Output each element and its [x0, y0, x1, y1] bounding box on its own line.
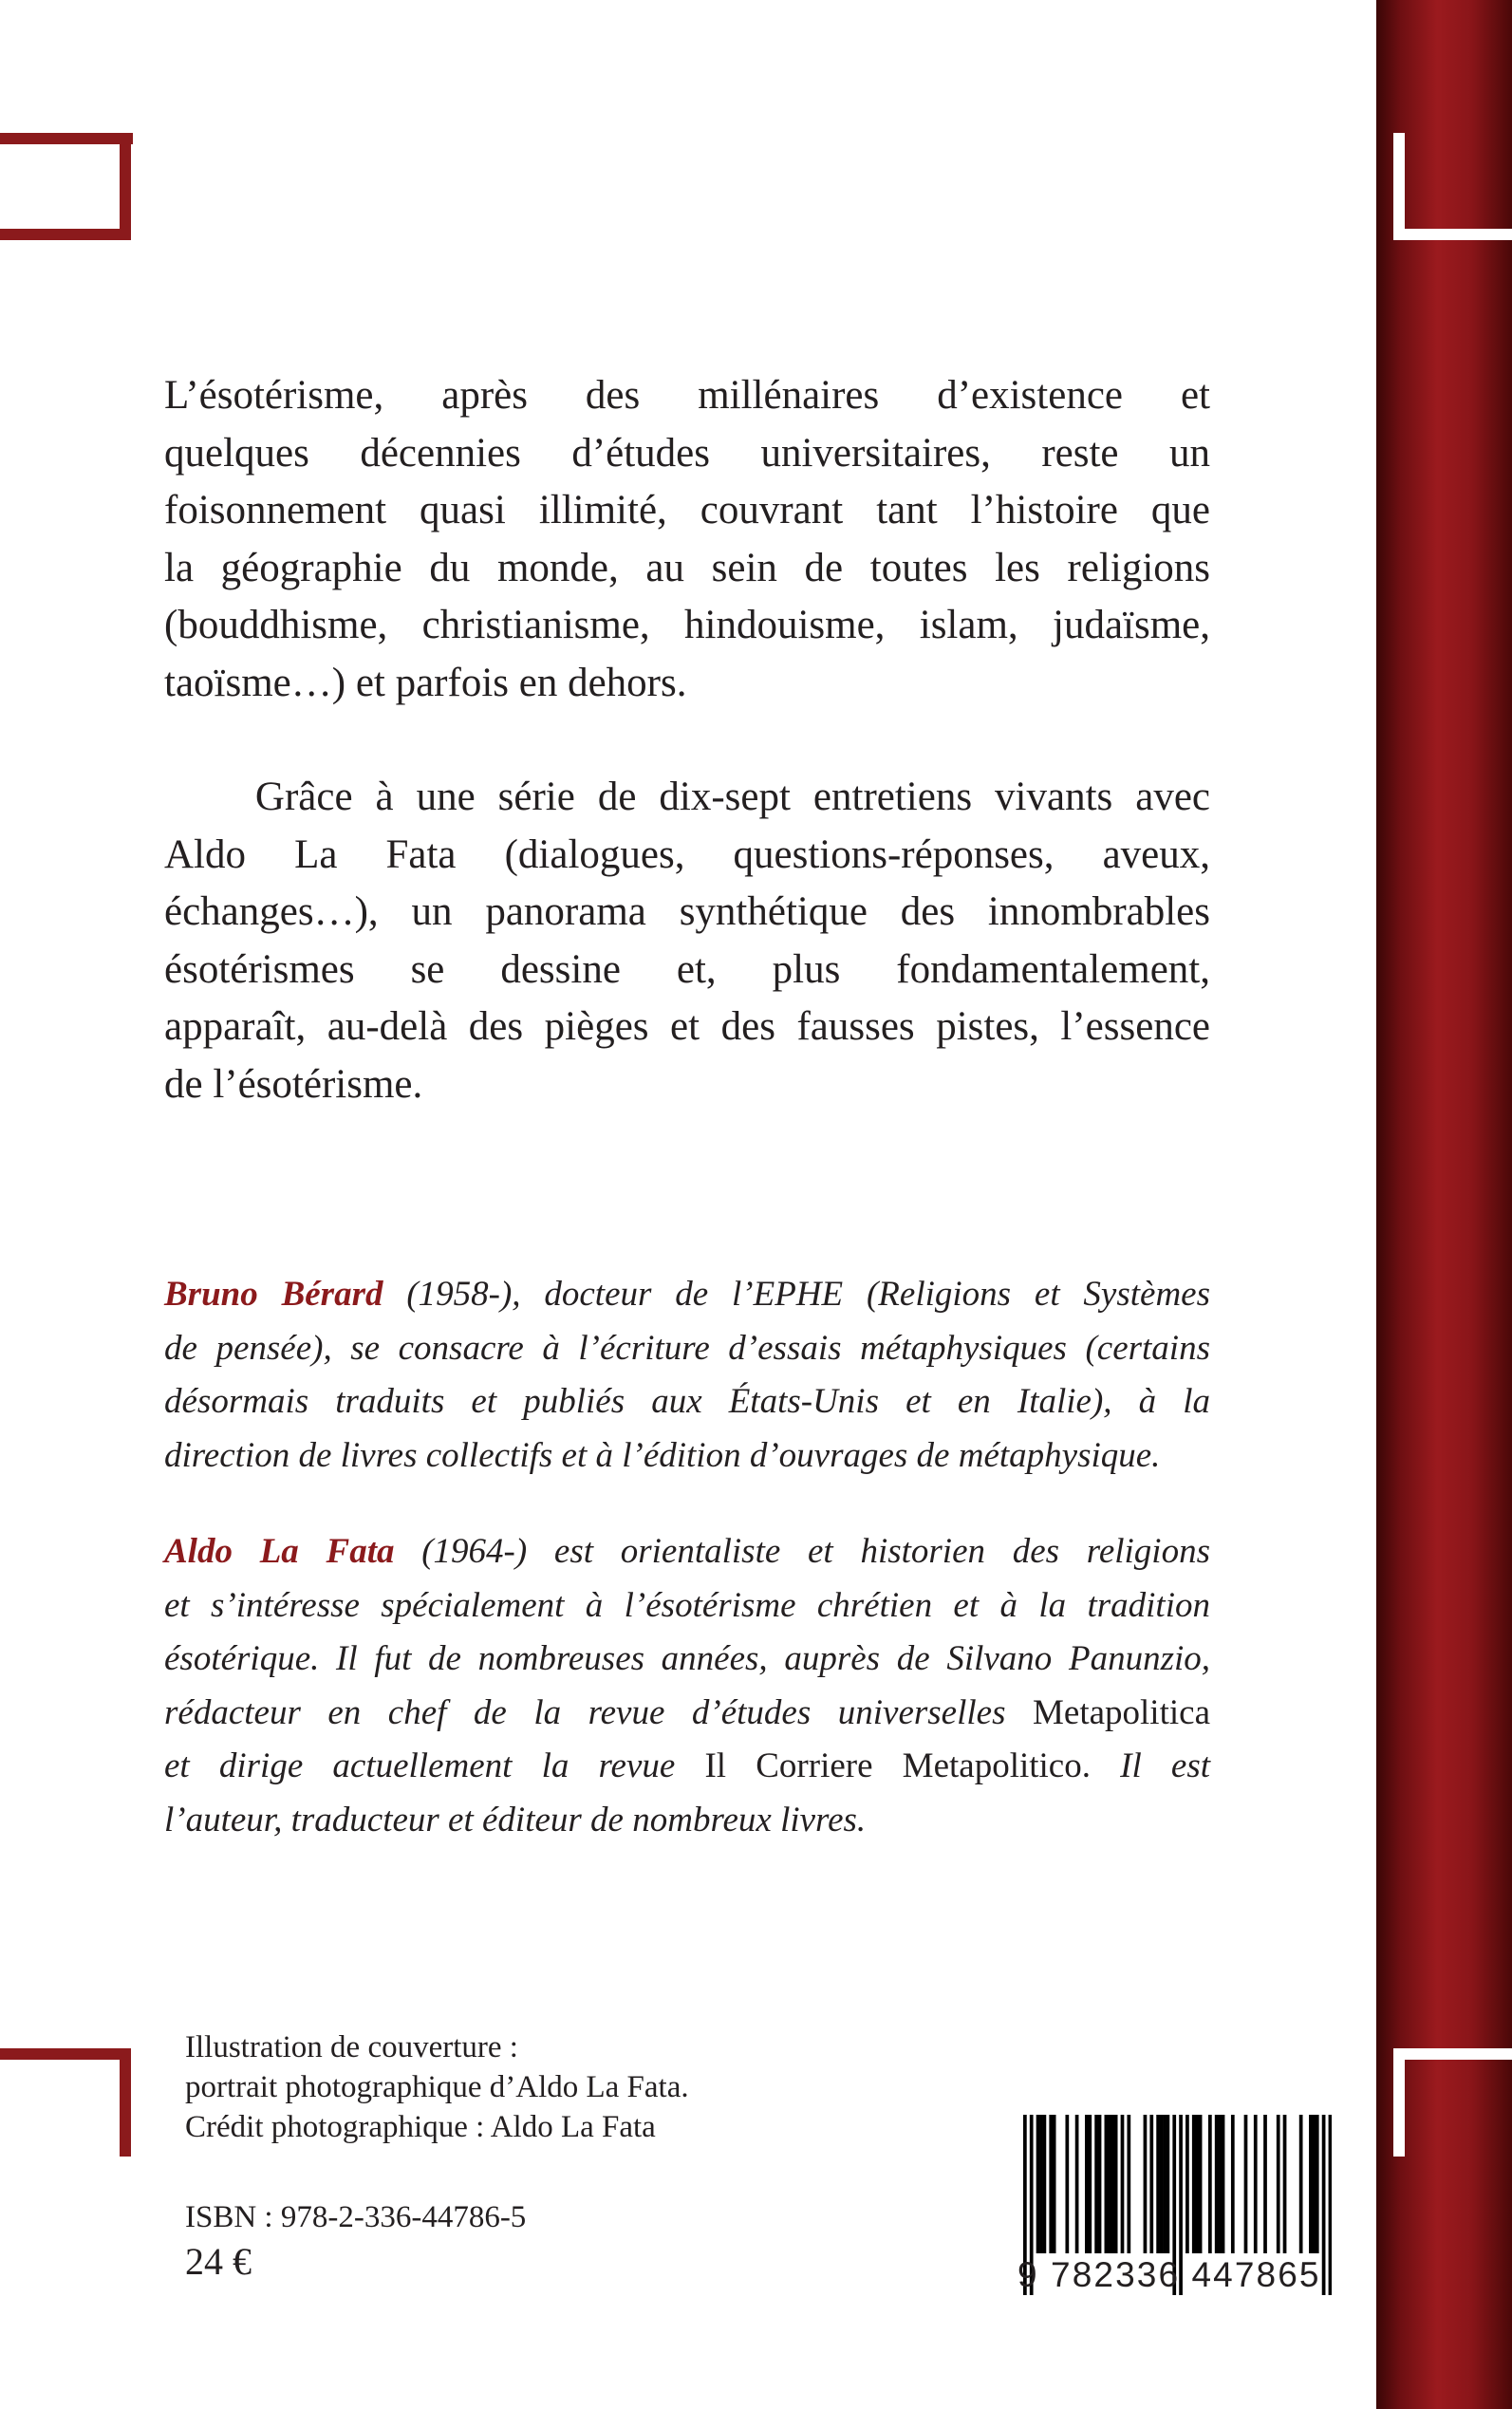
barcode-bar [1075, 2115, 1079, 2253]
barcode-bar [1195, 2115, 1199, 2253]
barcode-bar [1312, 2115, 1316, 2253]
description-paragraph-2 [164, 769, 1210, 1113]
barcode-bar [1309, 2115, 1313, 2253]
barcode-bar [1299, 2115, 1303, 2253]
barcode-bar [1263, 2115, 1267, 2253]
text-line: foisonnement quasi illimité, couvrant tant l’histoire que [164, 488, 1210, 532]
text-line: désormais traduits et publiés aux États-Unis et en Italie), à la [164, 1382, 1210, 1421]
text-line: et s’intéresse spécialement à l’ésotérisme chrétien et à la tradition [164, 1585, 1210, 1625]
credit-line: Illustration de couverture : [185, 2030, 518, 2064]
barcode-bar [1127, 2115, 1130, 2253]
text-line: Grâce à une série de dix-sept entretiens vivants avec [164, 775, 1210, 819]
text-run: (1958-), docteur de l’EPHE (Religions et Systèmes [383, 1275, 1210, 1314]
barcode-bar [1053, 2115, 1056, 2253]
barcode-digits: 9 782336 447865 [1017, 2255, 1321, 2294]
barcode-bar [1108, 2115, 1111, 2253]
barcode-bar [1277, 2115, 1280, 2253]
text-run: rédacteur en chef de la revue d’études universelles [164, 1692, 1033, 1732]
barcode-bar [1121, 2115, 1125, 2253]
text-line: direction de livres collectifs et à l’édition d’ouvrages de métaphysique. [164, 1435, 1161, 1475]
barcode-bar [1160, 2115, 1164, 2253]
text-line [164, 1740, 1210, 1794]
barcode-bar [1231, 2115, 1235, 2253]
barcode-bar [1283, 2115, 1287, 2253]
barcode-bar [1208, 2115, 1212, 2253]
text-line: apparaît, au-delà des pièges et des fausses pistes, l’essence [164, 1004, 1210, 1049]
text-run: (1964-) est orientaliste et historien des religions [394, 1532, 1210, 1571]
barcode-bar [1156, 2115, 1160, 2253]
barcode-bar [1192, 2115, 1196, 2253]
text-line: l’auteur, traducteur et éditeur de nombreux livres. [164, 1800, 867, 1839]
text-line [164, 1268, 1210, 1322]
barcode-bar [1316, 2115, 1319, 2253]
text-run: Il est [1090, 1746, 1211, 1785]
description-paragraph-1 [164, 367, 1210, 712]
barcode-bar [1163, 2115, 1167, 2253]
barcode-bar [1111, 2115, 1114, 2253]
journal-title: Il Corriere Metapolitico. [704, 1746, 1091, 1785]
barcode-bar [1149, 2115, 1153, 2253]
barcode-bar [1085, 2115, 1089, 2253]
barcode-bar [1167, 2115, 1170, 2253]
credit-line: Crédit photographique : Aldo La Fata [185, 2110, 656, 2144]
cover-credits [185, 2027, 849, 2147]
barcode-bar [1105, 2115, 1109, 2253]
author-name: Aldo La Fata [164, 1532, 395, 1571]
barcode-bar [1244, 2115, 1248, 2253]
price: 24 € [185, 2240, 252, 2283]
barcode-bar [1218, 2115, 1222, 2253]
text-line: la géographie du monde, au sein de toutes les religions [164, 545, 1210, 590]
text-line: quelques décennies d’études universitaires, reste un [164, 430, 1210, 476]
credit-line: portrait photographique d’Aldo La Fata. [185, 2070, 689, 2104]
barcode-bar [1215, 2115, 1219, 2253]
text-line: ésotérique. Il fut de nombreuses années, auprès de Silvano Panunzio, [164, 1639, 1210, 1678]
barcode-bar [1043, 2115, 1047, 2253]
text-line: taoïsme…) et parfois en dehors. [164, 660, 687, 705]
barcode-bar [1065, 2115, 1069, 2253]
author-name: Bruno Bérard [164, 1275, 383, 1314]
text-line: ésotérismes se dessine et, plus fondamentalement, [164, 946, 1210, 992]
text-line: L’ésotérisme, après des millénaires d’existence et [164, 373, 1210, 418]
text-line: Aldo La Fata (dialogues, questions-réponses, aveux, [164, 831, 1210, 877]
barcode-bar [1185, 2115, 1189, 2253]
barcode-bar [1199, 2115, 1203, 2253]
text-line [164, 1525, 1210, 1579]
isbn: ISBN : 978-2-336-44786-5 [185, 2200, 527, 2234]
author-bio-aldo-la-fata [164, 1525, 1210, 1847]
barcode-bar [1039, 2115, 1043, 2253]
text-run: et dirige actuellement la revue [164, 1746, 705, 1785]
journal-title: Metapolitica [1033, 1692, 1210, 1732]
barcode-bar [1094, 2115, 1098, 2253]
barcode-bar [1114, 2115, 1118, 2253]
barcode-bar [1036, 2115, 1040, 2253]
barcode-bar [1098, 2115, 1102, 2253]
text-line [164, 1687, 1210, 1741]
barcode-bar [1144, 2115, 1148, 2253]
barcode-bar [1254, 2115, 1258, 2253]
text-line: de pensée), se consacre à l’écriture d’essais métaphysiques (certains [164, 1328, 1210, 1368]
text-line: échanges…), un panorama synthétique des innombrables [164, 889, 1210, 934]
barcode-bar [1088, 2115, 1092, 2253]
barcode-bar [1222, 2115, 1225, 2253]
text-line: (bouddhisme, christianisme, hindouisme, islam, judaïsme, [164, 603, 1210, 647]
barcode-bar [1049, 2115, 1053, 2253]
text-line: de l’ésotérisme. [164, 1061, 423, 1107]
author-bio-bruno-berard [164, 1268, 1210, 1483]
